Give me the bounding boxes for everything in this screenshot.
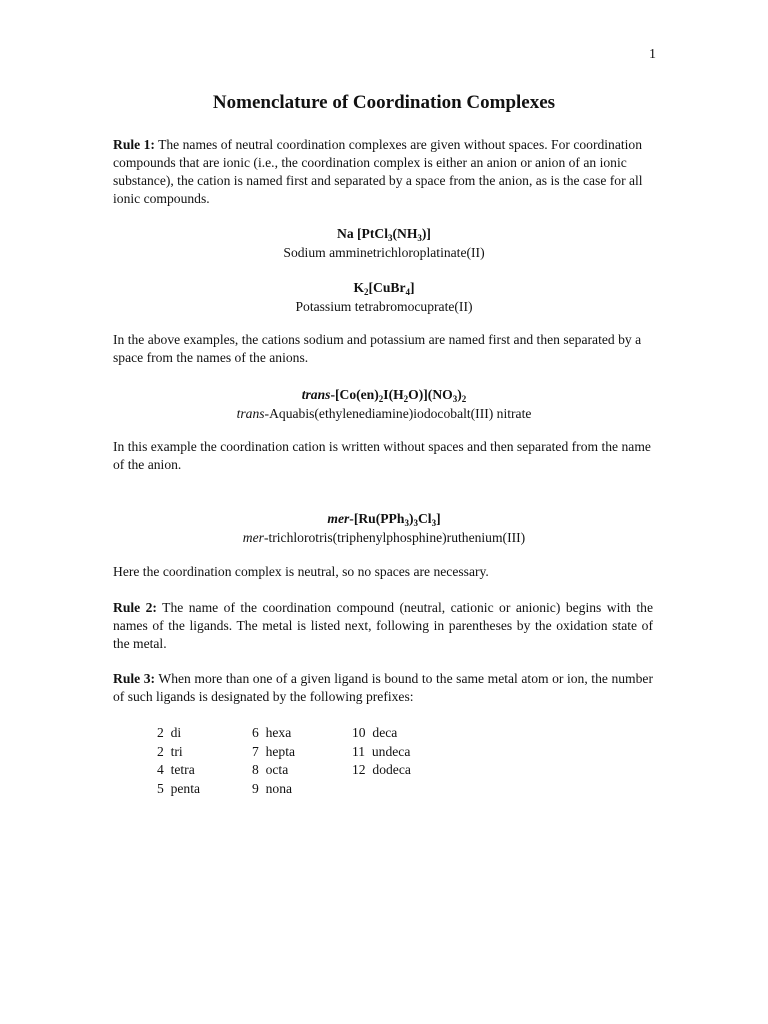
formula-text: (NH (392, 226, 418, 241)
rule2-text: The name of the coordination compound (neutral, cationic or anionic) begins with the names of the ligands. The metal is listed next, following in parentheses by the oxidation state of the metal. (113, 600, 653, 651)
compound-name: -trichlorotris(triphenylphosphine)ruthenium(III) (263, 530, 526, 545)
example2 (0, 278, 768, 316)
isomer-prefix: trans (301, 387, 331, 402)
formula-text: K (353, 280, 365, 295)
formula-text: Na [PtCl (337, 226, 388, 241)
isomer-prefix: mer (327, 511, 350, 526)
prefix-item: 11 undeca (352, 743, 411, 759)
prefix-column-1 (157, 724, 200, 798)
prefix-item: 2 tri (157, 743, 183, 759)
formula-subscript: 2 (403, 394, 409, 404)
rule2-label: Rule 2: (113, 600, 157, 615)
prefix-item: 10 deca (352, 725, 398, 740)
formula-text: ) (457, 387, 462, 402)
example3-name (0, 404, 768, 423)
formula-text: -[Co(en) (330, 387, 379, 402)
formula-subscript: 2 (364, 287, 369, 297)
formula-subscript: 4 (405, 287, 411, 297)
prefix-item: 6 hexa (252, 725, 292, 740)
prefix-item: 9 nona (252, 780, 293, 796)
rule3-paragraph (113, 670, 653, 706)
formula-text: [CuBr (368, 280, 406, 295)
formula-subscript: 2 (461, 394, 467, 404)
isomer-prefix: trans (236, 406, 265, 421)
rule2-paragraph (113, 599, 653, 653)
formula-text: ] (436, 511, 441, 526)
formula-text: -[Ru(PPh (349, 511, 405, 526)
formula-text: I(H (383, 387, 404, 402)
example3 (0, 385, 768, 423)
example2-formula (0, 278, 768, 297)
rule1-paragraph (113, 136, 659, 208)
page-title: Nomenclature of Coordination Complexes (212, 92, 556, 113)
prefix-item: 5 penta (157, 780, 201, 796)
formula-subscript: 3 (417, 233, 422, 243)
prefix-item: 7 hepta (252, 743, 296, 759)
formula-text: ] (410, 280, 415, 295)
formula-subscript: 2 (378, 394, 384, 404)
example1 (0, 224, 768, 262)
formula-text: Cl (417, 511, 432, 526)
example1-formula (0, 224, 768, 243)
compound-name: -Aquabis(ethylenediamine)iodocobalt(III) nitrate (264, 406, 532, 421)
formula-subscript: 3 (387, 233, 393, 243)
explanation3: Here the coordination complex is neutral, so no spaces are necessary. (113, 564, 489, 579)
formula-subscript: 3 (431, 518, 437, 528)
rule3-text: When more than one of a given ligand is bound to the same metal atom or ion, the number of such ligands is designated by the following prefixes: (113, 671, 653, 704)
rule3-label: Rule 3: (113, 671, 156, 686)
example3-formula (0, 385, 768, 404)
rule1-label: Rule 1: (113, 137, 155, 152)
example4-name (0, 528, 768, 547)
formula-text: )] (421, 226, 431, 241)
prefix-item: 8 octa (252, 762, 289, 777)
formula-subscript: 3 (404, 518, 409, 528)
isomer-prefix: mer (242, 530, 264, 545)
example4 (0, 509, 768, 547)
example4-formula (0, 509, 768, 528)
prefix-item: 4 tetra (157, 762, 195, 777)
example2-name: Potassium tetrabromocuprate(II) (295, 299, 473, 314)
explanation1: In the above examples, the cations sodium and potassium are named first and then separated by a space from the names of the anions. (113, 332, 642, 365)
page-number: 1 (649, 47, 656, 62)
formula-subscript: 3 (452, 394, 458, 404)
prefix-item: 2 di (157, 725, 182, 740)
formula-subscript: 3 (413, 518, 418, 528)
example1-name: Sodium amminetrichloroplatinate(II) (283, 245, 485, 260)
explanation2: In this example the coordination cation is written without spaces and then separated from the name of the anion. (113, 439, 651, 472)
rule1-text: The names of neutral coordination complexes are given without spaces. For coordination compounds that are ionic (i.e., the coordination complex is either an anion or anion of an ionic substance), the cation is named first and separated by a space from the anion, as is the case for all ionic compounds. (113, 137, 643, 206)
formula-text: ) (408, 511, 414, 526)
formula-text: O)](NO (408, 387, 453, 402)
prefix-column-2 (252, 724, 295, 798)
prefix-column-3 (352, 724, 411, 780)
prefix-item: 12 dodeca (352, 762, 411, 777)
